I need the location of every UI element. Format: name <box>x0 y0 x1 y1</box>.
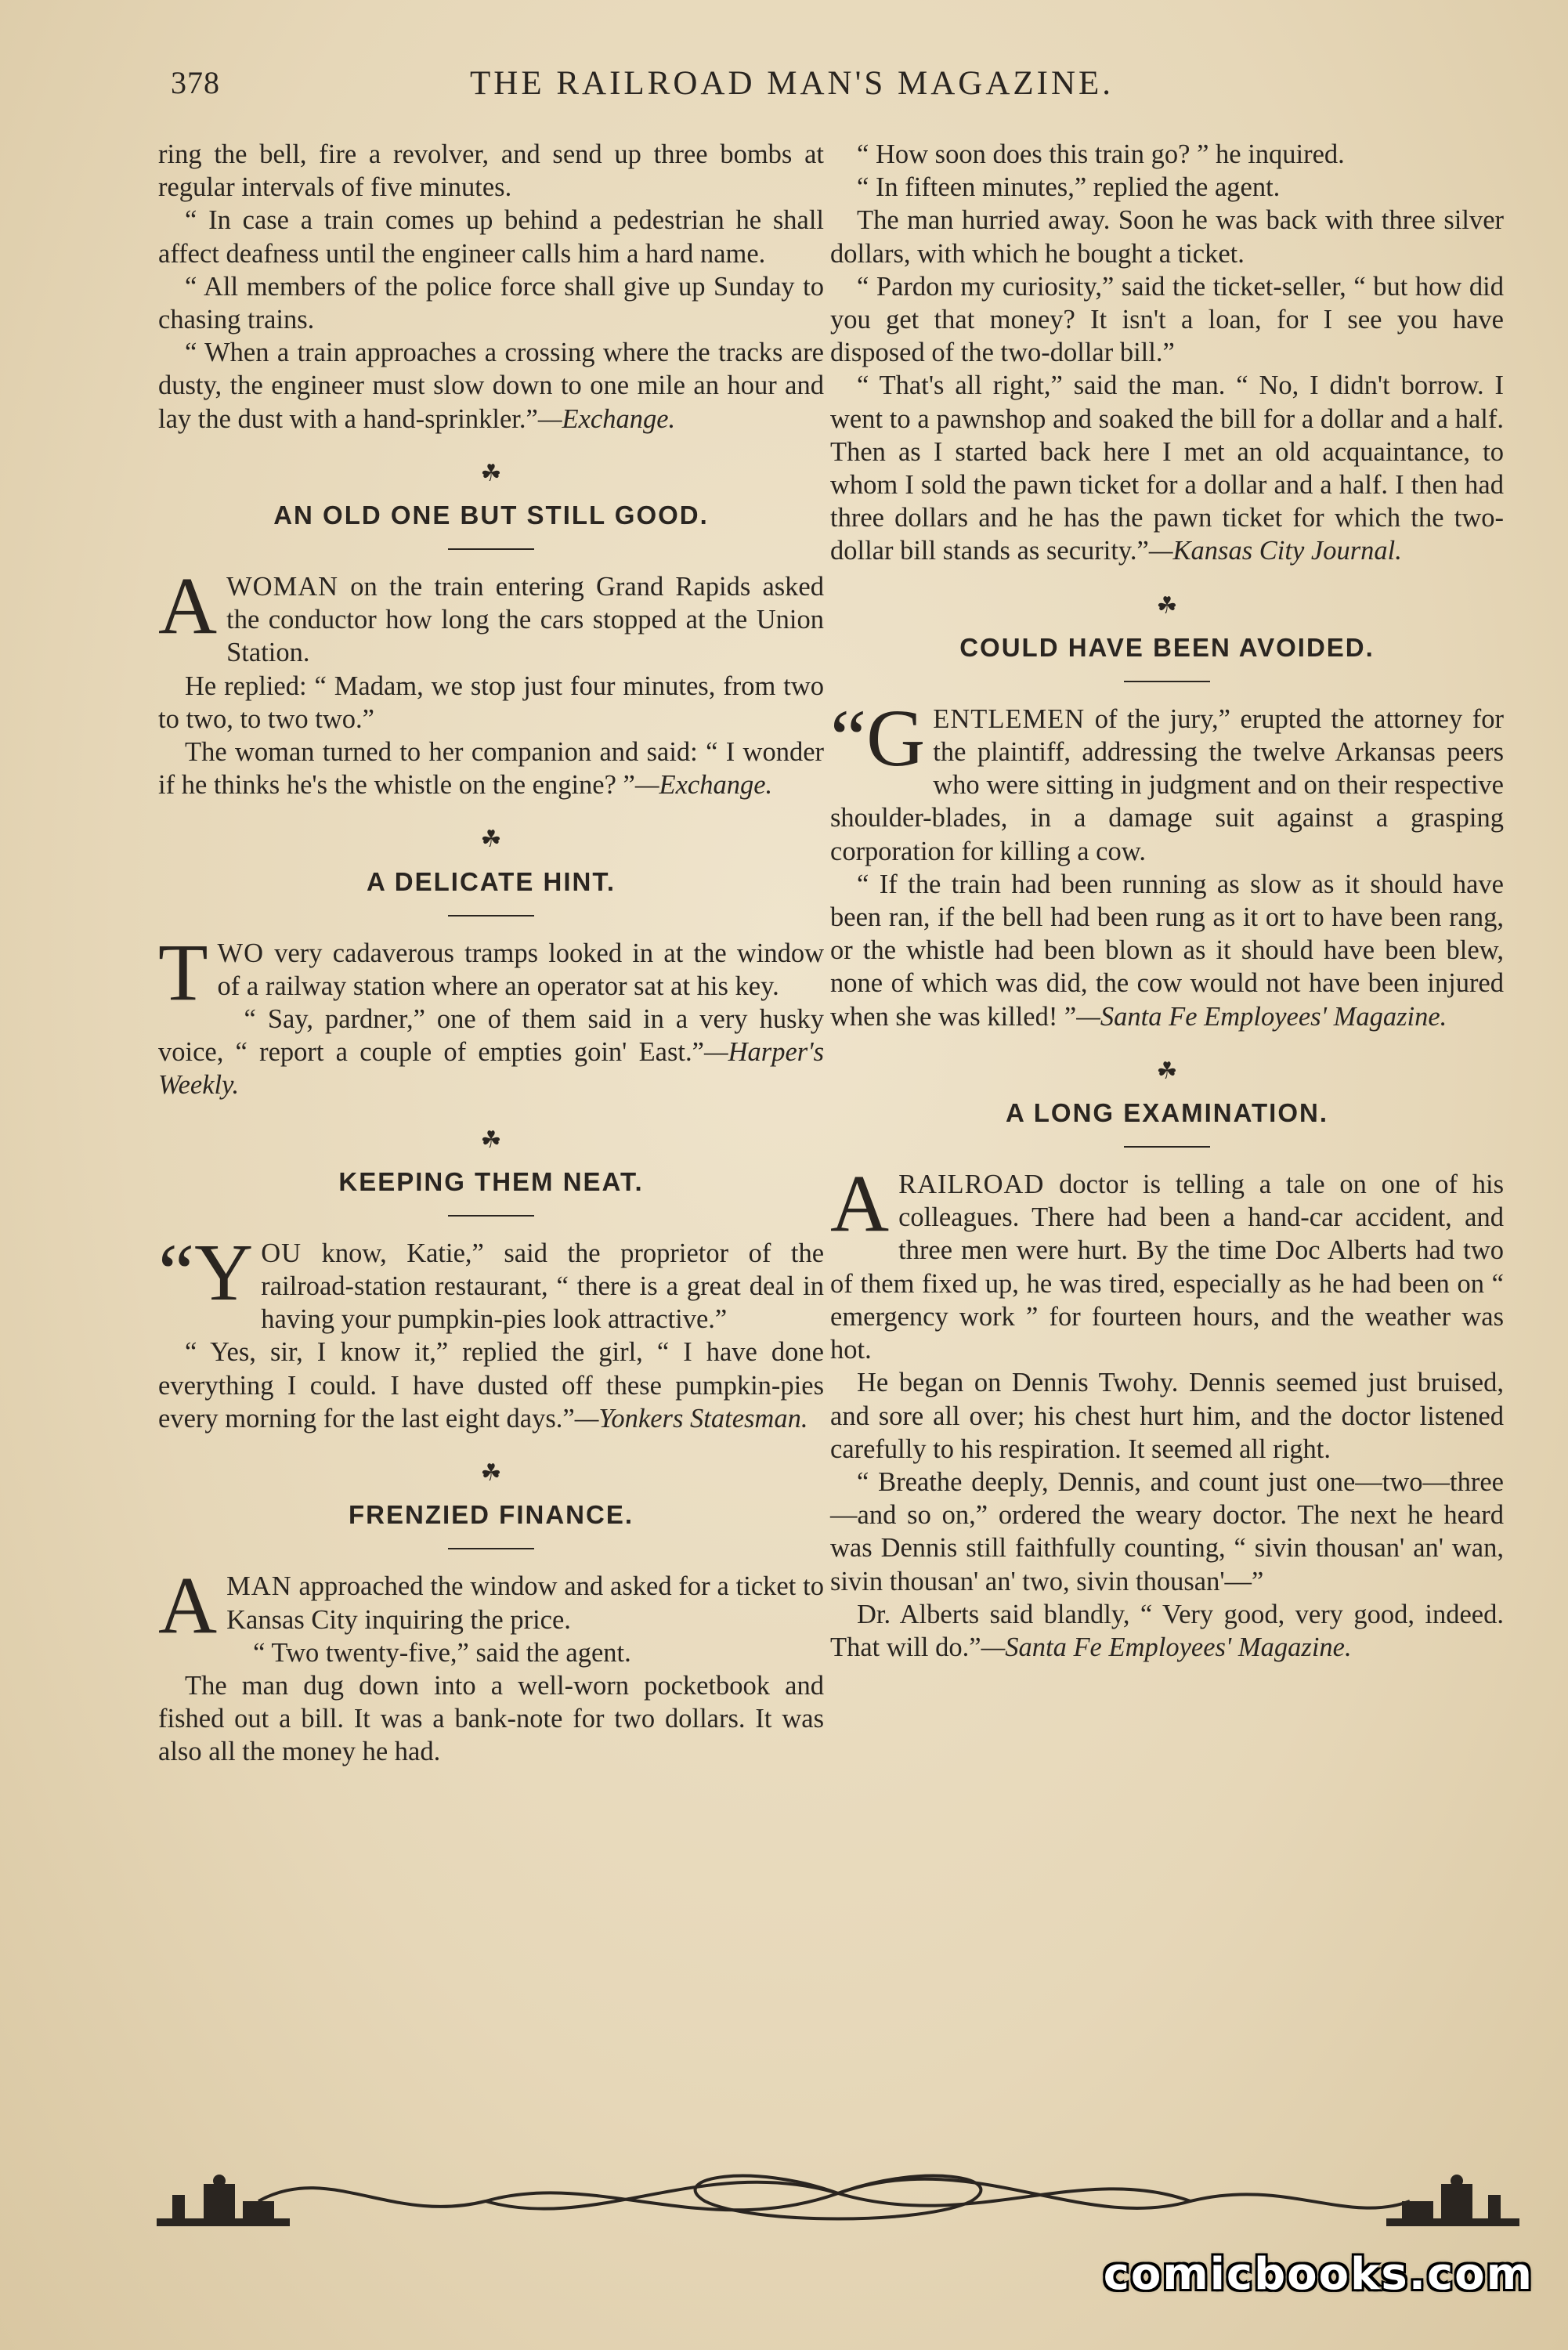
article-text-body: The woman turned to her companion and said: “ I wonder if he thinks he's the whistle on the engine? ” <box>158 737 824 801</box>
drop-cap: T <box>158 927 208 1018</box>
article-text: “ How soon does this train go? ” he inquired. <box>857 139 1345 169</box>
article-text: “ All members of the police force shall give up Sunday to chasing trains. <box>158 271 824 335</box>
divider <box>448 548 534 550</box>
article-text-body: of the jury,” erupted the attorney for the plaintiff, addressing the twelve Arkansas peers who were sitting in judgment and on their respective shoulder-blades, in a damage suit against a grasping corporation for killing a cow. <box>830 703 1504 866</box>
article-text <box>158 1336 824 1435</box>
article-text <box>158 927 825 1018</box>
magazine-title: THE RAILROAD MAN'S MAGAZINE. <box>470 65 1115 102</box>
article-text-body: “ That's all right,” said the man. “ No, I didn't borrow. I went to a pawnshop and soaked the bill for a dollar and a half. Then as I started back here I met an old acquaintance, to whom I sold the pawn ticket for a dollar and a half. I then had three dollars and he has the pawn ticket for which the two-dollar bill stands as security.” <box>830 371 1504 566</box>
watermark: comicbooks.com <box>1103 2249 1534 2300</box>
divider <box>1124 1146 1210 1148</box>
right-column <box>830 138 1504 1664</box>
clover-ornament-icon: ☘ <box>480 460 502 486</box>
attribution: —Santa Fe Employees' Magazine. <box>1076 1001 1447 1032</box>
clover-ornament-icon: ☘ <box>1156 592 1178 619</box>
article-text <box>158 1227 825 1336</box>
article-text <box>830 369 1504 567</box>
lead-word: WO <box>217 938 265 968</box>
article-text: The man hurried away. Soon he was back with three silver dollars, with which he bought a ticket. <box>830 205 1504 269</box>
article-text: ring the bell, fire a revolver, and send up three bombs at regular intervals of five minutes. <box>158 139 824 203</box>
attribution: —Harper's Weekly. <box>158 1037 824 1101</box>
article-text: He replied: “ Madam, we stop just four minutes, from two to two, to two two.” <box>158 671 824 734</box>
article-text <box>830 868 1504 1033</box>
article-text-body: on the train entering Grand Rapids asked the conductor how long the cars stopped at the Union Station. <box>226 572 824 668</box>
article-text: “ Two twenty-five,” said the agent. <box>253 1637 631 1668</box>
section-heading: A DELICATE HINT. <box>367 866 616 896</box>
clover-ornament-icon: ☘ <box>480 826 502 853</box>
section-heading: COULD HAVE BEEN AVOIDED. <box>959 632 1375 662</box>
drop-cap: “G <box>830 692 926 783</box>
page-header <box>157 64 1222 111</box>
divider <box>448 1215 534 1217</box>
article-text-body: “ When a train approaches a crossing where the tracks are dusty, the engineer must slow down to one mile an hour and lay the dust with a hand-sprinkler.” <box>158 338 824 434</box>
article-text <box>830 1159 1505 1366</box>
article-text <box>158 1003 824 1102</box>
section-heading: KEEPING THEM NEAT. <box>338 1166 644 1196</box>
attribution: —Kansas City Journal. <box>1148 536 1402 566</box>
lead-word: RAILROAD <box>898 1170 1045 1200</box>
attribution: —Santa Fe Employees' Magazine. <box>981 1632 1352 1662</box>
article-text: He began on Dennis Twohy. Dennis seemed just bruised, and sore all over; his chest hurt him, and the doctor listened carefully to his respiration. It seemed all right. <box>830 1368 1504 1464</box>
section-heading: AN OLD ONE BUT STILL GOOD. <box>273 501 709 530</box>
article-text <box>830 1598 1504 1664</box>
divider <box>1124 681 1210 682</box>
article-text-body: “ If the train had been running as slow as it should have been ran, if the bell had been rung as it ort to have been rang, or the whistle had been blown as it should have been blew, none of which was did, the cow would not have been injured when she was killed! ” <box>830 869 1504 1032</box>
article-text-body: approached the window and asked for a ticket to Kansas City inquiring the price. <box>226 1571 824 1635</box>
article-text-body: know, Katie,” said the proprietor of the railroad-station restaurant, “ there is a great deal in having your pumpkin-pies look attractive.” <box>261 1238 825 1335</box>
lead-word: WOMAN <box>226 572 339 602</box>
article-text: “ In case a train comes up behind a pedestrian he shall affect deafness until the engineer calls him a hard name. <box>158 205 824 269</box>
divider <box>448 915 534 916</box>
article-text <box>830 692 1504 868</box>
drop-cap: “Y <box>158 1227 254 1318</box>
lead-word: MAN <box>226 1571 292 1602</box>
telegraph-wire-tailpiece-icon <box>157 2146 1519 2240</box>
article-text: “ Breathe deeply, Dennis, and count just one—two—three—and so on,” ordered the weary doctor. The next he heard was Dennis still faithfully counting, “ sivin thousan' an' wan, sivin thousan' an' two, sivin thousan'—” <box>830 1466 1504 1596</box>
article-text <box>158 561 824 670</box>
drop-cap: A <box>158 561 218 652</box>
article-text-body: doctor is telling a tale on one of his colleagues. There had been a hand-car accident, and three men were hurt. By the time Doc Alberts had two of them fixed up, he was tired, especially as he had been on “ emergency work ” for fourteen hours, and the weather was hot. <box>830 1170 1505 1365</box>
page-number: 378 <box>171 65 220 100</box>
clover-ornament-icon: ☘ <box>1156 1058 1178 1084</box>
article-text-body: Dr. Alberts said blandly, “ Very good, very good, indeed. That will do.” <box>830 1599 1504 1662</box>
article-text <box>158 1560 824 1651</box>
article-text: “ Pardon my curiosity,” said the ticket-seller, “ but how did you get that money? It isn't a loan, for I see you have disposed of the two-dollar bill.” <box>830 271 1504 368</box>
attribution: —Exchange. <box>537 403 676 434</box>
drop-cap: A <box>158 1560 218 1651</box>
article-text <box>158 336 824 436</box>
section-heading: FRENZIED FINANCE. <box>349 1500 634 1530</box>
clover-ornament-icon: ☘ <box>480 1460 502 1487</box>
telegraph-key-left-icon <box>157 2175 290 2226</box>
lead-word: OU <box>261 1238 302 1268</box>
article-text-body: “ Yes, sir, I know it,” replied the girl, “ I have done everything I could. I have dusted off these pumpkin-pies every morning for the last eight days.” <box>158 1337 824 1434</box>
article-text: The man dug down into a well-worn pocketbook and fished out a bill. It was a bank-note for two dollars. It was also all the money he had. <box>158 1670 824 1767</box>
lead-word: ENTLEMEN <box>933 703 1086 734</box>
article-text-body: very cadaverous tramps looked in at the window of a railway station where an operator sat at his key. <box>217 938 825 1001</box>
article-text: “ In fifteen minutes,” replied the agent. <box>857 172 1281 203</box>
attribution: —Exchange. <box>634 770 773 801</box>
article-text <box>158 736 824 801</box>
drop-cap: A <box>830 1159 890 1249</box>
attribution: —Yonkers Statesman. <box>574 1403 808 1434</box>
section-heading: A LONG EXAMINATION. <box>1006 1098 1328 1128</box>
divider <box>448 1548 534 1549</box>
left-column <box>158 138 824 1769</box>
clover-ornament-icon: ☘ <box>480 1126 502 1153</box>
article-text-body: “ Say, pardner,” one of them said in a very husky voice, “ report a couple of empties goin' East.” <box>158 1004 824 1068</box>
telegraph-key-right-icon <box>1386 2175 1519 2226</box>
